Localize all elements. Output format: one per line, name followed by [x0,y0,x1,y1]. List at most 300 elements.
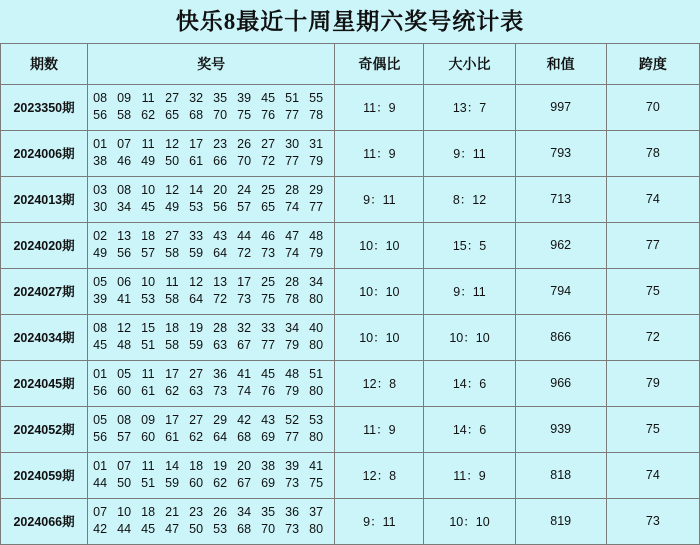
lottery-number: 19 [213,459,228,474]
lottery-number: 08 [93,321,108,336]
lottery-number: 43 [261,413,276,428]
cell-odd-even: 11：9 [335,406,424,452]
lottery-number: 40 [309,321,324,336]
cell-sum: 939 [515,406,606,452]
lottery-number: 11 [141,91,155,106]
cell-odd-even: 11：9 [335,130,424,176]
lottery-number: 14 [189,183,204,198]
lottery-number: 38 [93,154,108,169]
cell-sum: 966 [515,360,606,406]
lottery-number: 75 [237,108,252,123]
lottery-number: 73 [213,384,228,399]
lottery-number: 03 [93,183,108,198]
lottery-number: 80 [309,430,324,445]
lottery-number: 07 [93,505,108,520]
numbers-line-2 [88,521,334,538]
lottery-number: 28 [285,183,300,198]
lottery-number: 79 [285,338,300,353]
lottery-number: 20 [213,183,228,198]
lottery-number: 50 [117,476,132,491]
lottery-number: 74 [285,246,300,261]
lottery-number: 73 [261,246,276,261]
lottery-number: 11 [141,459,155,474]
lottery-number: 75 [261,292,276,307]
cell-numbers [88,406,335,452]
lottery-number: 20 [237,459,252,474]
lottery-number: 64 [213,246,228,261]
lottery-number: 25 [261,275,276,290]
lottery-number: 68 [237,430,252,445]
cell-numbers [88,452,335,498]
lottery-number: 12 [189,275,204,290]
lottery-number: 70 [213,108,228,123]
table-row [1,84,700,130]
lottery-number: 34 [117,200,132,215]
lottery-number: 43 [213,229,228,244]
numbers-line-1 [88,274,334,291]
cell-odd-even: 9：11 [335,498,424,544]
lottery-number: 58 [117,108,132,123]
lottery-number: 77 [285,108,300,123]
lottery-number: 21 [165,505,180,520]
lottery-number: 59 [165,476,180,491]
lottery-number: 62 [189,430,204,445]
lottery-number: 78 [309,108,324,123]
cell-odd-even: 10：10 [335,222,424,268]
lottery-number: 68 [189,108,204,123]
table-body [1,84,700,544]
lottery-number: 42 [93,522,108,537]
lottery-number: 48 [117,338,132,353]
lottery-number: 77 [309,200,324,215]
numbers-line-2 [88,291,334,308]
numbers-line-2 [88,245,334,262]
lottery-number: 35 [261,505,276,520]
lottery-number: 38 [261,459,276,474]
lottery-number: 58 [165,338,180,353]
cell-sum: 866 [515,314,606,360]
lottery-number: 27 [189,413,204,428]
lottery-number: 41 [237,367,252,382]
lottery-number: 39 [93,292,108,307]
table-row [1,314,700,360]
lottery-number: 28 [285,275,300,290]
lottery-number: 19 [189,321,204,336]
column-header-sum: 和值 [515,43,606,84]
cell-numbers [88,84,335,130]
lottery-number: 08 [117,413,132,428]
lottery-number: 27 [165,91,180,106]
lottery-number: 77 [285,154,300,169]
cell-span: 72 [606,314,699,360]
lottery-number: 27 [165,229,180,244]
lottery-number: 64 [189,292,204,307]
lottery-number: 13 [117,229,132,244]
cell-sum: 794 [515,268,606,314]
lottery-number: 57 [117,430,132,445]
lottery-number: 17 [237,275,252,290]
cell-big-small: 11：9 [424,452,515,498]
lottery-number: 77 [285,430,300,445]
numbers-line-1 [88,412,334,429]
lottery-number: 45 [141,200,156,215]
numbers-line-1 [88,90,334,107]
table-row [1,222,700,268]
cell-span: 74 [606,452,699,498]
cell-big-small: 8：12 [424,176,515,222]
lottery-number: 78 [285,292,300,307]
lottery-number: 64 [213,430,228,445]
cell-issue: 2023350期 [1,84,88,130]
lottery-number: 57 [141,246,156,261]
lottery-number: 33 [189,229,204,244]
lottery-number: 65 [261,200,276,215]
table-row [1,406,700,452]
lottery-number: 59 [189,338,204,353]
lottery-number: 61 [165,430,180,445]
cell-odd-even: 10：10 [335,268,424,314]
lottery-number: 18 [189,459,204,474]
lottery-number: 48 [285,367,300,382]
lottery-number: 08 [117,183,132,198]
lottery-number: 51 [141,476,156,491]
lottery-number: 30 [93,200,108,215]
lottery-number: 61 [141,384,156,399]
lottery-number: 58 [165,292,180,307]
page-title: 快乐8最近十周星期六奖号统计表 [175,9,525,34]
lottery-number: 27 [189,367,204,382]
lottery-number: 70 [237,154,252,169]
lottery-number: 12 [117,321,132,336]
cell-numbers [88,360,335,406]
lottery-number: 70 [261,522,276,537]
lottery-number: 25 [261,183,276,198]
lottery-number: 05 [117,367,132,382]
lottery-number: 10 [141,183,156,198]
cell-big-small: 15：5 [424,222,515,268]
lottery-number: 27 [261,137,276,152]
lottery-number: 55 [309,91,324,106]
cell-odd-even: 10：10 [335,314,424,360]
lottery-number: 35 [213,91,228,106]
lottery-number: 61 [189,154,204,169]
lottery-number: 69 [261,476,276,491]
lottery-number: 06 [117,275,132,290]
cell-big-small: 13：7 [424,84,515,130]
numbers-line-2 [88,429,334,446]
lottery-number: 73 [237,292,252,307]
numbers-line-1 [88,320,334,337]
table-row [1,130,700,176]
numbers-line-1 [88,458,334,475]
lottery-number: 07 [117,137,132,152]
lottery-number: 50 [189,522,204,537]
lottery-number: 79 [309,154,324,169]
lottery-number: 32 [237,321,252,336]
lottery-number: 80 [309,292,324,307]
lottery-number: 02 [93,229,108,244]
lottery-number: 62 [141,108,156,123]
lottery-number: 12 [165,183,180,198]
numbers-line-2 [88,475,334,492]
cell-big-small: 14：6 [424,360,515,406]
lottery-number: 18 [165,321,180,336]
cell-issue: 2024066期 [1,498,88,544]
lottery-number: 60 [117,384,132,399]
lottery-number: 60 [141,430,156,445]
lottery-number: 79 [285,384,300,399]
lottery-number: 18 [141,505,156,520]
lottery-number: 07 [117,459,132,474]
lottery-number: 44 [237,229,252,244]
cell-big-small: 9：11 [424,130,515,176]
lottery-number: 80 [309,338,324,353]
lottery-number: 48 [309,229,324,244]
column-header-span: 跨度 [606,43,699,84]
cell-issue: 2024059期 [1,452,88,498]
cell-odd-even: 9：11 [335,176,424,222]
lottery-number: 52 [285,413,300,428]
lottery-number: 49 [141,154,156,169]
lottery-number: 45 [141,522,156,537]
lottery-number: 09 [117,91,132,106]
cell-span: 77 [606,222,699,268]
cell-span: 75 [606,268,699,314]
lottery-number: 05 [93,275,108,290]
lottery-number: 11 [141,137,155,152]
lottery-number: 34 [285,321,300,336]
lottery-number: 09 [141,413,156,428]
lottery-number: 33 [261,321,276,336]
lottery-number: 51 [309,367,324,382]
cell-issue: 2024045期 [1,360,88,406]
lottery-number: 80 [309,384,324,399]
lottery-number: 28 [213,321,228,336]
lottery-number: 31 [309,137,324,152]
lottery-number: 30 [285,137,300,152]
cell-issue: 2024027期 [1,268,88,314]
cell-odd-even: 11：9 [335,84,424,130]
lottery-number: 80 [309,522,324,537]
table-header [1,43,700,84]
lottery-number: 59 [189,246,204,261]
lottery-number: 62 [165,384,180,399]
lottery-number: 58 [165,246,180,261]
lottery-number: 45 [261,367,276,382]
cell-numbers [88,268,335,314]
lottery-number: 72 [213,292,228,307]
lottery-number: 11 [141,367,155,382]
lottery-number: 56 [93,108,108,123]
cell-span: 74 [606,176,699,222]
lottery-number: 10 [141,275,156,290]
cell-span: 73 [606,498,699,544]
cell-issue: 2024013期 [1,176,88,222]
table-row [1,498,700,544]
column-header-issue: 期数 [1,43,88,84]
column-header-odd-even: 奇偶比 [335,43,424,84]
lottery-number: 49 [165,200,180,215]
cell-numbers [88,222,335,268]
numbers-line-1 [88,228,334,245]
cell-sum: 819 [515,498,606,544]
numbers-line-1 [88,366,334,383]
column-header-big-small: 大小比 [424,43,515,84]
cell-numbers [88,130,335,176]
lottery-number: 76 [261,108,276,123]
lottery-number: 73 [285,522,300,537]
cell-odd-even: 12：8 [335,360,424,406]
numbers-line-1 [88,182,334,199]
lottery-number: 05 [93,413,108,428]
numbers-line-1 [88,136,334,153]
lottery-number: 56 [93,384,108,399]
lottery-number: 26 [237,137,252,152]
lottery-number: 13 [213,275,228,290]
table-row [1,268,700,314]
lottery-number: 56 [213,200,228,215]
cell-issue: 2024052期 [1,406,88,452]
lottery-number: 23 [213,137,228,152]
cell-sum: 962 [515,222,606,268]
cell-sum: 997 [515,84,606,130]
lottery-number: 57 [237,200,252,215]
lottery-number: 17 [165,413,180,428]
lottery-number: 53 [141,292,156,307]
numbers-line-2 [88,199,334,216]
cell-numbers [88,314,335,360]
cell-issue: 2024020期 [1,222,88,268]
lottery-number: 23 [189,505,204,520]
lottery-number: 79 [309,246,324,261]
lottery-number: 53 [213,522,228,537]
lottery-number: 50 [165,154,180,169]
cell-span: 78 [606,130,699,176]
cell-numbers [88,498,335,544]
lottery-number: 73 [285,476,300,491]
lottery-number: 41 [117,292,132,307]
lottery-number: 62 [213,476,228,491]
lottery-number: 74 [285,200,300,215]
lottery-number: 44 [93,476,108,491]
lottery-number: 63 [189,384,204,399]
lottery-number: 67 [237,476,252,491]
table-row [1,360,700,406]
lottery-number: 74 [237,384,252,399]
cell-big-small: 10：10 [424,314,515,360]
numbers-line-2 [88,153,334,170]
lottery-number: 45 [93,338,108,353]
lottery-number: 76 [261,384,276,399]
numbers-line-2 [88,383,334,400]
lottery-number: 75 [309,476,324,491]
lottery-number: 29 [213,413,228,428]
lottery-number: 34 [237,505,252,520]
cell-sum: 793 [515,130,606,176]
lottery-number: 46 [117,154,132,169]
column-header-numbers: 奖号 [88,43,335,84]
lottery-number: 11 [165,275,179,290]
cell-span: 79 [606,360,699,406]
lottery-number: 67 [237,338,252,353]
lottery-number: 49 [93,246,108,261]
lottery-number: 39 [237,91,252,106]
lottery-number: 01 [93,137,108,152]
lottery-number: 47 [165,522,180,537]
lottery-number: 56 [93,430,108,445]
lottery-number: 72 [237,246,252,261]
lottery-number: 63 [213,338,228,353]
lottery-number: 34 [309,275,324,290]
lottery-number: 42 [237,413,252,428]
table-header-row [1,43,700,84]
cell-sum: 818 [515,452,606,498]
lottery-number: 15 [141,321,156,336]
lottery-number: 08 [93,91,108,106]
lottery-number: 77 [261,338,276,353]
lottery-number: 47 [285,229,300,244]
lottery-number: 12 [165,137,180,152]
lottery-number: 01 [93,459,108,474]
lottery-number: 68 [237,522,252,537]
lottery-number: 18 [141,229,156,244]
lottery-number: 44 [117,522,132,537]
lottery-number: 53 [309,413,324,428]
table-row [1,452,700,498]
lottery-number: 17 [165,367,180,382]
lottery-number: 69 [261,430,276,445]
lottery-number: 65 [165,108,180,123]
cell-span: 70 [606,84,699,130]
statistics-table [0,43,700,545]
lottery-number: 32 [189,91,204,106]
lottery-number: 29 [309,183,324,198]
cell-issue: 2024006期 [1,130,88,176]
lottery-number: 37 [309,505,324,520]
lottery-number: 51 [141,338,156,353]
lottery-number: 17 [189,137,204,152]
lottery-number: 45 [261,91,276,106]
lottery-number: 56 [117,246,132,261]
cell-span: 75 [606,406,699,452]
lottery-number: 60 [189,476,204,491]
lottery-number: 01 [93,367,108,382]
lottery-number: 41 [309,459,324,474]
lottery-number: 24 [237,183,252,198]
cell-big-small: 14：6 [424,406,515,452]
lottery-number: 10 [117,505,132,520]
lottery-number: 26 [213,505,228,520]
numbers-line-1 [88,504,334,521]
cell-big-small: 10：10 [424,498,515,544]
lottery-number: 14 [165,459,180,474]
cell-sum: 713 [515,176,606,222]
lottery-number: 46 [261,229,276,244]
lottery-number: 39 [285,459,300,474]
numbers-line-2 [88,107,334,124]
table-row [1,176,700,222]
lottery-number: 51 [285,91,300,106]
lottery-number: 36 [285,505,300,520]
lottery-number: 72 [261,154,276,169]
lottery-number: 53 [189,200,204,215]
lottery-number: 36 [213,367,228,382]
cell-odd-even: 12：8 [335,452,424,498]
cell-issue: 2024034期 [1,314,88,360]
lottery-number: 66 [213,154,228,169]
cell-numbers [88,176,335,222]
cell-big-small: 9：11 [424,268,515,314]
